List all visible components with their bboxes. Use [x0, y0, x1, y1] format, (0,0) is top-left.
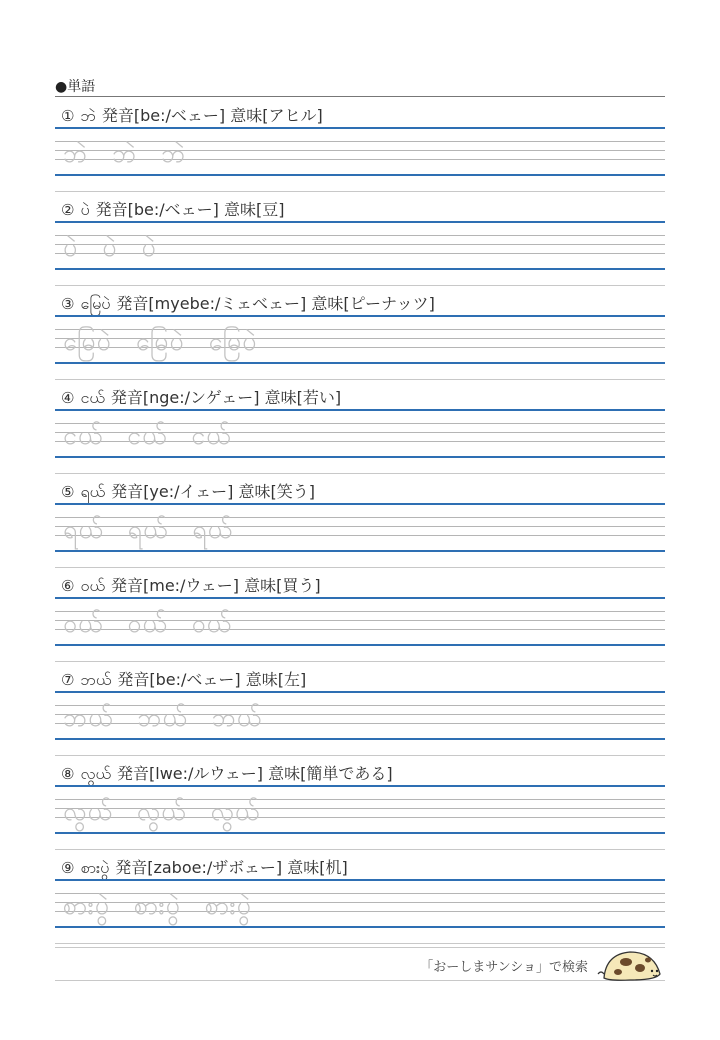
trace-word: ပဲ [102, 233, 118, 262]
guide-line-main [55, 691, 665, 693]
meaning: [買う] [276, 576, 321, 595]
meaning: [アヒル] [262, 106, 323, 125]
trace-word: ငယ် [127, 421, 168, 450]
burmese-word: ငယ် [80, 388, 105, 407]
tracing-practice [63, 422, 255, 450]
meaning: [机] [319, 858, 348, 877]
meaning-label: 意味 [311, 294, 344, 313]
tracing-practice [63, 516, 257, 544]
entry-number: ⑨ [61, 859, 75, 877]
pronunciation-label: 発音 [115, 858, 148, 877]
footer-rule [55, 980, 665, 981]
entry-heading [61, 763, 393, 785]
pronunciation: [be:/ベェー] [133, 106, 226, 125]
trace-word: ပဲ [63, 233, 79, 262]
meaning: [簡単である] [300, 764, 393, 783]
pronunciation: [zaboe:/ザボェー] [147, 858, 283, 877]
entry-heading [61, 199, 284, 221]
trace-word: ငယ် [63, 421, 104, 450]
burmese-word: ရယ် [80, 482, 106, 501]
meaning: [笑う] [270, 482, 315, 501]
trace-word: စားပွဲ [63, 891, 110, 920]
trace-word: လွယ် [210, 797, 261, 826]
burmese-word: စားပွဲ [80, 858, 110, 877]
entry-number: ⑤ [61, 483, 75, 501]
meaning-label: 意味 [287, 858, 320, 877]
pronunciation-label: 発音 [116, 294, 149, 313]
entry-number: ③ [61, 295, 75, 313]
vocab-entry [55, 382, 665, 476]
guide-line-main [55, 832, 665, 834]
pronunciation-label: 発音 [110, 576, 143, 595]
entry-separator [55, 755, 665, 756]
trace-word: ဘဲ [63, 139, 89, 168]
guide-line-main [55, 409, 665, 411]
meaning-label: 意味 [245, 670, 278, 689]
entry-heading [61, 481, 315, 503]
pronunciation: [me:/ウェー] [142, 576, 240, 595]
trace-word: ဘဲ [112, 139, 138, 168]
search-hint: 「おーしまサンショ」で検索 [420, 960, 588, 975]
meaning-label: 意味 [264, 388, 297, 407]
vocab-entry [55, 476, 665, 570]
pronunciation: [nge:/ンゲェー] [142, 388, 260, 407]
pronunciation: [myebe:/ミェベェー] [148, 294, 307, 313]
entry-number: ⑧ [61, 765, 75, 783]
trace-word: ဝယ် [63, 609, 104, 638]
meaning-label: 意味 [230, 106, 263, 125]
pronunciation-label: 発音 [116, 764, 149, 783]
guide-line-main [55, 315, 665, 317]
burmese-word: လွယ် [80, 764, 111, 783]
burmese-word: ဘဲ [80, 106, 96, 125]
guide-line-main [55, 597, 665, 599]
guide-line-main [55, 221, 665, 223]
tracing-practice [63, 234, 181, 262]
guide-line-main [55, 738, 665, 740]
vocab-entry [55, 758, 665, 852]
tracing-practice [63, 892, 276, 920]
pronunciation-label: 発音 [117, 670, 150, 689]
entry-heading [61, 669, 306, 691]
burmese-word: ပဲ [80, 200, 90, 219]
guide-line-main [55, 456, 665, 458]
meaning: [豆] [255, 200, 285, 219]
meaning-label: 意味 [238, 482, 271, 501]
pronunciation: [lwe:/ルウェー] [149, 764, 264, 783]
trace-word: ဘယ် [137, 703, 188, 732]
burmese-word: ဝယ် [80, 576, 105, 595]
pronunciation-label: 発音 [101, 106, 134, 125]
guide-line-main [55, 550, 665, 552]
entry-separator [55, 285, 665, 286]
entry-number: ④ [61, 389, 75, 407]
entry-number: ② [61, 201, 75, 219]
vocab-entry [55, 288, 665, 382]
tracing-practice [63, 140, 210, 168]
meaning-label: 意味 [244, 576, 277, 595]
pronunciation: [be:/ベェー] [127, 200, 219, 219]
meaning: [若い] [296, 388, 342, 407]
guide-line-main [55, 879, 665, 881]
entry-number: ⑥ [61, 577, 75, 595]
trace-word: ဝယ် [191, 609, 232, 638]
guide-line-main [55, 127, 665, 129]
vocab-entry [55, 194, 665, 288]
meaning-label: 意味 [223, 200, 256, 219]
turtle-mascot-icon [596, 944, 664, 984]
section-title: ●単語 [55, 79, 96, 95]
entry-separator [55, 943, 665, 944]
tracing-practice [63, 610, 256, 638]
entry-heading [61, 575, 321, 597]
trace-word: ပဲ [141, 233, 157, 262]
guide-line-main [55, 926, 665, 928]
trace-word: ဘယ် [211, 703, 263, 732]
vocab-entry [55, 570, 665, 664]
entry-heading [61, 293, 435, 315]
entry-separator [55, 849, 665, 850]
meaning-label: 意味 [268, 764, 301, 783]
entry-separator [55, 473, 665, 474]
trace-word: ဝယ် [127, 609, 168, 638]
burmese-word: မြေပဲ [80, 294, 111, 313]
trace-word: မြေပဲ [135, 327, 185, 356]
entry-heading [61, 857, 348, 879]
entry-heading [61, 387, 341, 409]
tracing-practice [63, 704, 286, 732]
tracing-practice [63, 798, 284, 826]
footer-rule [55, 947, 665, 948]
entry-number: ⑦ [61, 671, 75, 689]
guide-line-main [55, 268, 665, 270]
trace-word: လွယ် [136, 797, 187, 826]
burmese-word: ဘယ် [80, 670, 112, 689]
entry-separator [55, 379, 665, 380]
vocab-entry [55, 664, 665, 758]
trace-word: ငယ် [191, 421, 232, 450]
meaning: [左] [277, 670, 307, 689]
entry-separator [55, 191, 665, 192]
pronunciation: [ye:/イェー] [143, 482, 234, 501]
guide-line-main [55, 644, 665, 646]
pronunciation: [be:/ベェー] [149, 670, 241, 689]
vocab-entry [55, 852, 665, 946]
guide-line-main [55, 785, 665, 787]
entry-number: ① [61, 107, 75, 125]
entry-heading [61, 105, 323, 127]
entry-separator [55, 661, 665, 662]
guide-line-main [55, 503, 665, 505]
tracing-practice [63, 328, 281, 356]
entry-separator [55, 567, 665, 568]
trace-word: လွယ် [63, 797, 113, 826]
top-rule [55, 96, 665, 97]
trace-word: မြေပဲ [208, 327, 258, 356]
trace-word: ဘဲ [161, 139, 187, 168]
vocab-entry [55, 100, 665, 194]
pronunciation-label: 発音 [111, 482, 144, 501]
trace-word: ရယ် [192, 515, 233, 544]
guide-line-main [55, 174, 665, 176]
guide-line-main [55, 362, 665, 364]
trace-word: ဘယ် [63, 703, 114, 732]
pronunciation-label: 発音 [110, 388, 143, 407]
trace-word: ရယ် [127, 515, 169, 544]
meaning: [ピーナッツ] [343, 294, 435, 313]
trace-word: စားပွဲ [204, 891, 252, 920]
trace-word: ရယ် [63, 515, 104, 544]
trace-word: စားပွဲ [133, 891, 181, 920]
pronunciation-label: 発音 [95, 200, 128, 219]
trace-word: မြေပဲ [63, 327, 112, 356]
